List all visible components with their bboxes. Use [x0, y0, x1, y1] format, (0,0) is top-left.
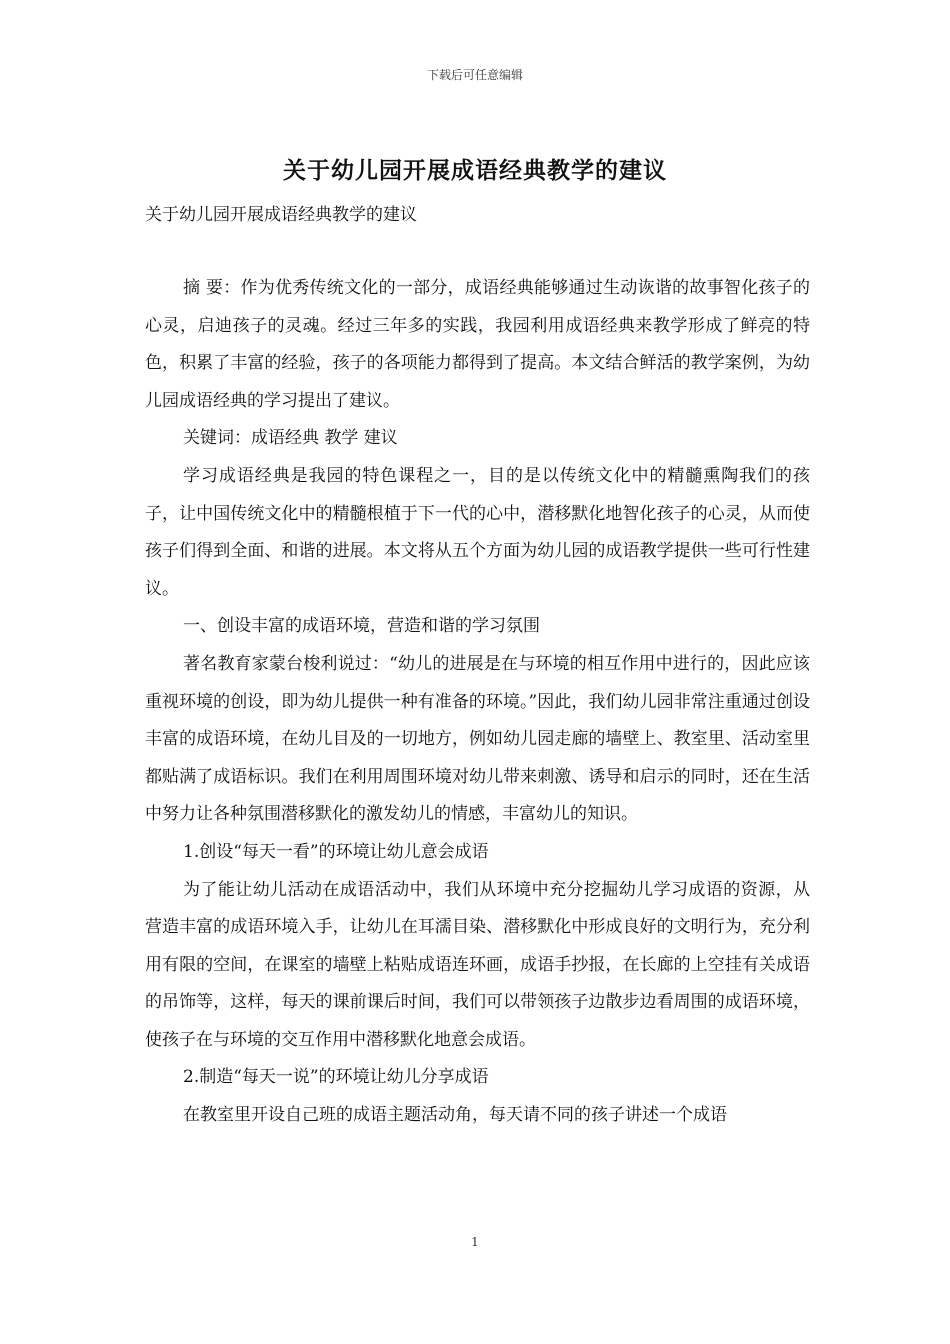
document-title: 关于幼儿园开展成语经典教学的建议 — [283, 157, 667, 184]
body-paragraph: 在教室里开设自己班的成语主题活动角，每天请不同的孩子讲述一个成语 — [183, 1105, 727, 1126]
subsection-heading-1: 1.创设“每天一看”的环境让幼儿意会成语 — [183, 841, 489, 862]
header-note: 下载后可任意编辑 — [426, 68, 523, 82]
abstract-paragraph: 摘 要：作为优秀传统文化的一部分，成语经典能够通过生动诙谐的故事智化孩子的心灵，启迪孩子的灵魂。经过三年多的实践，我园利用成语经典来教学形成了鲜亮的特色，积累了丰富的经验，孩子的各项能力都得到了提高。本文结合鲜活的教学案例，为幼儿园成语经典的学习提出了建议。 — [145, 278, 810, 411]
keywords-paragraph: 关键词：成语经典 教学 建议 — [183, 428, 398, 449]
document-subtitle: 关于幼儿园开展成语经典教学的建议 — [145, 205, 417, 225]
page-number: 1 — [471, 1235, 479, 1249]
section-heading-1: 一、创设丰富的成语环境，营造和谐的学习氛围 — [183, 616, 540, 637]
body-paragraph: 著名教育家蒙台梭利说过：“幼儿的进展是在与环境的相互作用中进行的，因此应该重视环境的创设，即为幼儿提供一种有准备的环境。”因此，我们幼儿园非常注重通过创设丰富的成语环境，在幼儿目及的一切地方，例如幼儿园走廊的墙壁上、教室里、活动室里都贴满了成语标识。我们在利用周围环境对幼儿带来刺激、诱导和启示的同时，还在生活中努力让各种氛围潜移默化的激发幼儿的情感，丰富幼儿的知识。 — [145, 653, 810, 825]
intro-paragraph: 学习成语经典是我园的特色课程之一，目的是以传统文化中的精髓熏陶我们的孩子，让中国传统文化中的精髓根植于下一代的心中，潜移默化地智化孩子的心灵，从而使孩子们得到全面、和谐的进展。本文将从五个方面为幼儿园的成语教学提供一些可行性建议。 — [145, 465, 810, 599]
subsection-heading-2: 2.制造“每天一说”的环境让幼儿分享成语 — [183, 1067, 489, 1088]
document-body — [145, 270, 810, 1135]
body-paragraph: 为了能让幼儿活动在成语活动中，我们从环境中充分挖掘幼儿学习成语的资源，从营造丰富的成语环境入手，让幼儿在耳濡目染、潜移默化中形成良好的文明行为，充分利用有限的空间，在课室的墙壁上粘贴成语连环画，成语手抄报，在长廊的上空挂有关成语的吊饰等，这样，每天的课前课后时间，我们可以带领孩子边散步边看周围的成语环境，使孩子在与环境的交互作用中潜移默化地意会成语。 — [145, 879, 810, 1050]
